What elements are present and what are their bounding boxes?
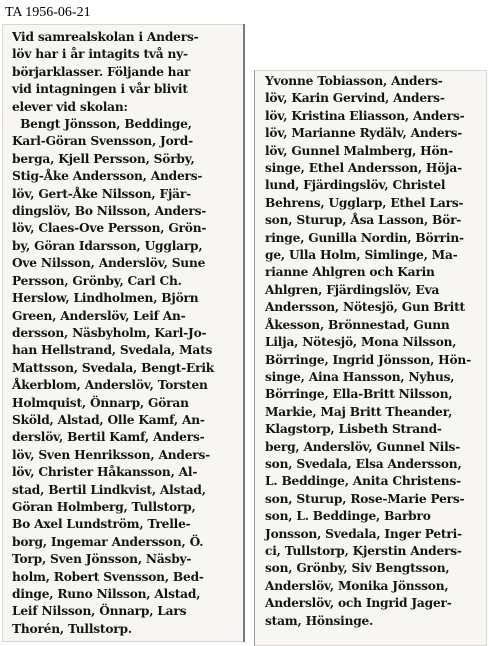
text-line: Stig-Åke Andersson, Anders- xyxy=(12,169,203,184)
text-line: Vid samrealskolan i Anders- xyxy=(12,30,199,44)
text-line: son, Sturup, Rose-Marie Pers- xyxy=(265,491,465,506)
text-line: Persson, Grönby, Carl Ch. xyxy=(12,273,182,288)
text-line: son, Svedala, Elsa Andersson, xyxy=(265,456,462,471)
text-line: berga, Kjell Persson, Sörby, xyxy=(12,151,195,166)
clipping-date-label: TA 1956-06-21 xyxy=(5,5,91,20)
text-line: Behrens, Ugglarp, Ethel Lars- xyxy=(265,195,464,210)
text-line: stam, Hönsinge. xyxy=(265,613,374,628)
text-line: Klagstorp, Lisbeth Strand- xyxy=(265,422,442,437)
text-line: han Hellstrand, Svedala, Mats xyxy=(12,343,213,358)
text-line: Ove Nilsson, Anderslöv, Sune xyxy=(12,256,206,271)
text-line: Herslow, Lindholmen, Björn xyxy=(12,291,199,306)
text-line: dersson, Näsbyholm, Karl-Jo- xyxy=(12,325,207,340)
column-divider xyxy=(243,24,245,642)
text-line: borg, Ingemar Andersson, Ö. xyxy=(12,534,204,549)
text-line: Börringe, Ingrid Jönsson, Hön- xyxy=(265,352,471,367)
text-line: löv har i år intagits två ny- xyxy=(12,47,188,62)
text-line: by, Göran Idarsson, Ugglarp, xyxy=(12,238,203,253)
text-line: lund, Fjärdingslöv, Christel xyxy=(265,178,446,193)
text-line: löv, Karin Gervind, Anders- xyxy=(265,91,445,106)
text-line: holm, Robert Svensson, Bed- xyxy=(12,569,204,584)
text-line: elever vid skolan: xyxy=(12,99,128,114)
left-column-text xyxy=(12,29,214,638)
text-line: Anderslöv, Monika Jönsson, xyxy=(265,578,449,593)
text-line: löv, Kristina Eliasson, Anders- xyxy=(265,108,465,123)
text-line: rianne Ahlgren och Karin xyxy=(265,265,435,280)
text-line: börjarklasser. Följande har xyxy=(12,64,191,79)
text-line: löv, Marianne Rydälv, Anders- xyxy=(265,126,463,141)
right-column-text xyxy=(265,73,471,630)
text-line: Karl-Göran Svensson, Jord- xyxy=(12,134,193,149)
text-line: Jonsson, Svedala, Inger Petri- xyxy=(265,526,462,541)
text-line: son, L. Beddinge, Barbro xyxy=(265,509,431,524)
text-line: Andersson, Nötesjö, Gun Britt xyxy=(265,300,465,315)
text-line: son, Grönby, Siv Bengtsson, xyxy=(265,561,450,576)
text-line: singe, Ethel Andersson, Höja- xyxy=(265,161,462,176)
text-line: Åkerblom, Anderslöv, Torsten xyxy=(12,378,208,393)
text-line: berg, Anderslöv, Gunnel Nils- xyxy=(265,439,461,454)
text-line: L. Beddinge, Anita Christens- xyxy=(265,474,461,489)
text-line: löv, Sven Henriksson, Anders- xyxy=(12,447,211,462)
text-line: Torp, Sven Jönsson, Näsby- xyxy=(12,552,192,567)
text-line: löv, Claes-Ove Persson, Grön- xyxy=(12,221,207,236)
text-line: dingslöv, Bo Nilsson, Anders- xyxy=(12,204,207,219)
text-line: vid intagningen i vår blivit xyxy=(12,82,188,97)
text-line: Ahlgren, Fjärdingslöv, Eva xyxy=(265,282,440,297)
text-line: Mattsson, Svedala, Bengt-Erik xyxy=(12,360,215,375)
text-line: löv, Christer Håkansson, Al- xyxy=(12,465,198,480)
text-line: derslöv, Bertil Kamf, Anders- xyxy=(12,430,205,445)
text-line: dinge, Runo Nilsson, Alstad, xyxy=(12,587,201,601)
text-line: stad, Bertil Lindkvist, Alstad, xyxy=(12,482,206,497)
clipping-right-column xyxy=(254,70,487,646)
text-line: Börringe, Ella-Britt Nilsson, xyxy=(265,387,453,402)
text-line: Anderslöv, och Ingrid Jager- xyxy=(265,596,452,611)
text-line: Sköld, Alstad, Olle Kamf, An- xyxy=(12,412,205,427)
text-line: Thorén, Tullstorp. xyxy=(12,621,132,636)
text-line: Lilja, Nötesjö, Mona Nilsson, xyxy=(265,335,457,350)
clipping-left-column xyxy=(2,24,245,642)
text-line: Markie, Maj Britt Theander, xyxy=(265,404,453,419)
text-line: son, Sturup, Åsa Lasson, Bör- xyxy=(265,213,462,228)
text-line: Göran Holmberg, Tullstorp, xyxy=(12,499,196,514)
text-line: ge, Ulla Holm, Simlinge, Ma- xyxy=(265,248,458,263)
text-line: Åkesson, Brönnestad, Gunn xyxy=(265,317,450,332)
text-line: löv, Gert-Åke Nilsson, Fjär- xyxy=(12,186,191,201)
text-line: Bo Axel Lundström, Trelle- xyxy=(12,517,191,532)
text-line: Bengt Jönsson, Beddinge, xyxy=(12,117,192,132)
text-line: singe, Aina Hansson, Nyhus, xyxy=(265,369,455,384)
text-line: Green, Anderslöv, Leif An- xyxy=(12,308,186,323)
text-line: ringe, Gunilla Nordin, Börrin- xyxy=(265,230,464,245)
text-line: löv, Gunnel Malmberg, Hön- xyxy=(265,143,453,158)
text-line: Yvonne Tobiasson, Anders- xyxy=(265,74,443,88)
text-line: Leif Nilsson, Önnarp, Lars xyxy=(12,604,187,619)
text-line: ci, Tullstorp, Kjerstin Anders- xyxy=(265,543,462,558)
text-line: Holmquist, Önnarp, Göran xyxy=(12,395,189,410)
column-edge-rule xyxy=(254,70,255,646)
